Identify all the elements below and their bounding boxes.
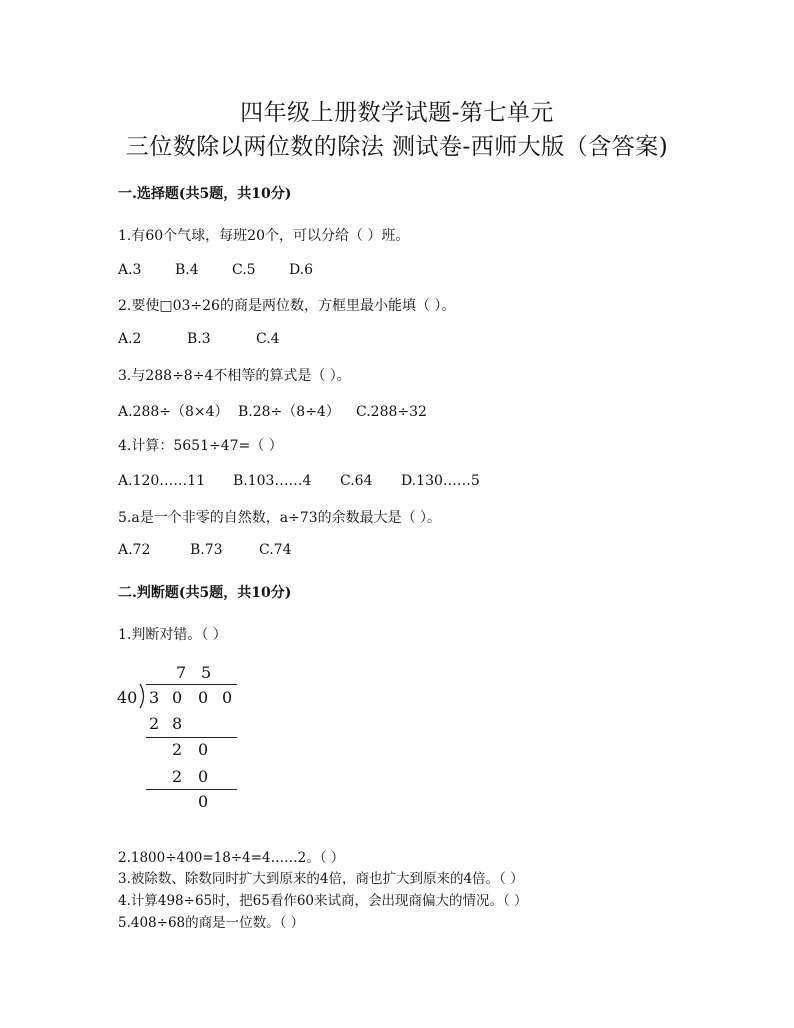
judgment-question-4: 4.计算498÷65时，把65看作60来试商，会出现商偏大的情况。（ ） [118,893,528,909]
option-b[interactable]: B.103……4 [233,473,312,489]
judgment-question-2: 2.1800÷400=18÷4=4……2。（ ） [118,850,345,866]
option-c[interactable]: C.4 [256,331,280,347]
step-digit: 8 [172,714,183,733]
quotient-digit: 5 [201,663,212,682]
question-1-options [118,262,313,278]
question-5-options [118,542,291,558]
option-d[interactable]: D.130……5 [401,473,480,489]
option-c[interactable]: C.74 [259,542,292,558]
option-a[interactable]: A.2 [118,331,142,347]
option-a[interactable]: A.120……11 [118,473,206,489]
option-a[interactable]: A.72 [118,542,151,558]
division-bracket [137,683,149,709]
question-1: 1.有60个气球，每班20个，可以分给（ ）班。 [118,228,410,244]
section-1-heading: 一.选择题(共5题，共10分) [118,186,292,202]
option-a[interactable]: A.3 [118,262,142,278]
question-3: 3.与288÷8÷4不相等的算式是（ ）。 [118,368,351,384]
dividend-digit: 0 [198,688,209,707]
question-2: 2.要使□03÷26的商是两位数，方框里最小能填（ ）。 [118,298,456,314]
option-c[interactable]: C.5 [232,262,256,278]
option-b[interactable]: B.3 [187,331,211,347]
step-digit: 0 [198,767,209,786]
subtraction-line [146,789,237,790]
subtraction-line [146,737,237,738]
title-line-1: 四年级上册数学试题-第七单元 [240,100,554,126]
option-a[interactable]: A.288÷（8×4） [118,404,229,420]
division-bar [146,684,237,685]
remainder: 0 [198,792,209,811]
step-digit: 0 [198,740,209,759]
question-5: 5.a是一个非零的自然数，a÷73的余数最大是（ ）。 [118,510,442,526]
step-digit: 2 [149,714,160,733]
dividend-digit: 0 [172,688,183,707]
option-b[interactable]: B.4 [175,262,199,278]
step-digit: 2 [172,767,183,786]
judgment-question-1: 1.判断对错。（ ） [118,627,227,643]
section-2-heading: 二.判断题(共5题，共10分) [118,585,292,601]
question-2-options [118,331,280,347]
option-c[interactable]: C.288÷32 [356,404,427,420]
option-c[interactable]: C.64 [340,473,373,489]
judgment-question-5: 5.408÷68的商是一位数。（ ） [118,915,305,931]
option-d[interactable]: D.6 [289,262,314,278]
question-3-options [118,401,427,421]
step-digit: 2 [172,740,183,759]
dividend-digit: 0 [222,688,233,707]
dividend-digit: 3 [149,688,160,707]
quotient-digit: 7 [176,663,187,682]
judgment-question-3: 3.被除数、除数同时扩大到原来的4倍，商也扩大到原来的4倍。（ ） [118,871,524,887]
divisor: 40 [117,688,138,707]
option-b[interactable]: B.73 [190,542,223,558]
question-4: 4.计算：5651÷47=（ ） [118,438,283,454]
question-4-options [118,473,480,489]
title-line-2: 三位数除以两位数的除法 测试卷-西师大版（含答案) [125,134,669,160]
option-b[interactable]: B.28÷（8÷4） [238,404,340,420]
